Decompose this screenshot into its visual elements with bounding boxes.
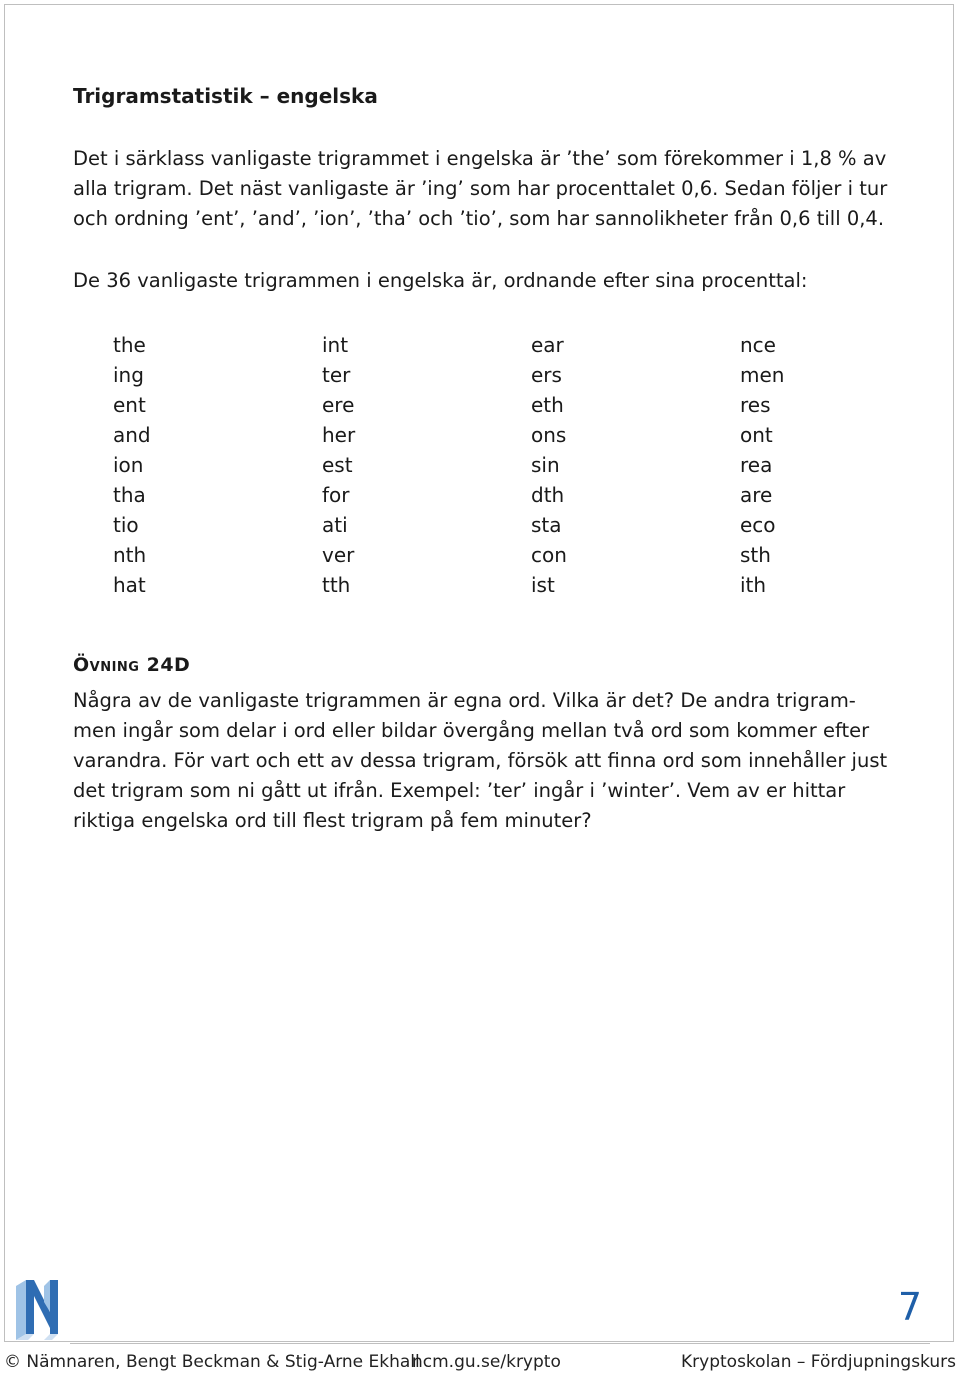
trigram-cell: the <box>113 333 146 357</box>
trigram-cell: hat <box>113 573 146 597</box>
trigram-cell: her <box>322 423 356 447</box>
exercise-text: Några av de vanligaste trigrammen är egna ord. Vilka är det? De andra trigram-men ingår som delar i ord eller bildar övergång mellan två ord som kommer efter varandra. För vart och ett av dessa trigram, försök att finna ord som innehåller just det trigram som ni gått ut ifrån. Exempel: ’ter’ ingår i ’winter’. Vem av er hittar riktiga engelska ord till flest trigram på fem minuter? <box>73 689 888 832</box>
trigram-cell: ing <box>113 363 144 387</box>
page-number: 7 <box>897 1285 922 1329</box>
trigram-cell: ver <box>322 543 355 567</box>
trigram-cell: sta <box>531 513 562 537</box>
trigram-cell: ion <box>113 453 144 477</box>
section-title: Trigramstatistik – engelska <box>73 84 378 108</box>
exercise-label: Övning <box>73 654 140 676</box>
exercise-title <box>73 654 190 676</box>
trigram-cell: eth <box>531 393 564 417</box>
intro-paragraph: Det i särklass vanligaste trigrammet i engelska är ’the’ som förekommer i 1,8 % av alla trigram. Det näst vanligaste är ’ing’ som har procenttalet 0,6. Sedan följer i tur och ordning ’ent’, ’and’, ’ion’, ’tha’ och ’tio’, som har sannolikheter från 0,6 till 0,4. <box>73 147 888 230</box>
trigram-cell: tha <box>113 483 146 507</box>
trigram-cell: int <box>322 333 349 357</box>
trigram-cell: ati <box>322 513 348 537</box>
exercise-number: 24D <box>146 654 191 676</box>
trigram-cell: ist <box>531 573 555 597</box>
trigram-cell: est <box>322 453 353 477</box>
trigram-cell: ons <box>531 423 567 447</box>
trigram-cell: men <box>740 363 785 387</box>
namnaren-logo-icon <box>8 1272 64 1344</box>
trigram-cell: eco <box>740 513 776 537</box>
trigram-cell: tth <box>322 573 351 597</box>
trigram-cell: con <box>531 543 567 567</box>
trigram-cell: and <box>113 423 151 447</box>
trigram-cell: tio <box>113 513 139 537</box>
trigram-cell: dth <box>531 483 565 507</box>
trigram-cell: res <box>740 393 771 417</box>
trigram-table <box>113 330 949 600</box>
trigram-cell: nce <box>740 333 776 357</box>
trigram-cell: nth <box>113 543 147 567</box>
trigram-cell: ith <box>740 573 767 597</box>
footer-copyright: © Nämnaren, Bengt Beckman & Stig-Arne Ekhall <box>4 1352 420 1372</box>
trigram-cell: ear <box>531 333 564 357</box>
trigram-cell: ers <box>531 363 562 387</box>
trigram-cell: ont <box>740 423 773 447</box>
trigram-cell: sin <box>531 453 560 477</box>
trigram-cell: ere <box>322 393 355 417</box>
list-intro-paragraph: De 36 vanligaste trigrammen i engelska är, ordnande efter sina procenttal: <box>73 269 808 292</box>
trigram-cell: ter <box>322 363 351 387</box>
trigram-cell: ent <box>113 393 146 417</box>
trigram-cell: are <box>740 483 773 507</box>
footer-url[interactable]: ncm.gu.se/krypto <box>412 1352 561 1372</box>
trigram-cell: for <box>322 483 350 507</box>
footer-divider <box>70 1343 930 1344</box>
footer-course: Kryptoskolan – Fördjupningskurs <box>681 1352 956 1372</box>
trigram-cell: rea <box>740 453 773 477</box>
trigram-cell: sth <box>740 543 771 567</box>
